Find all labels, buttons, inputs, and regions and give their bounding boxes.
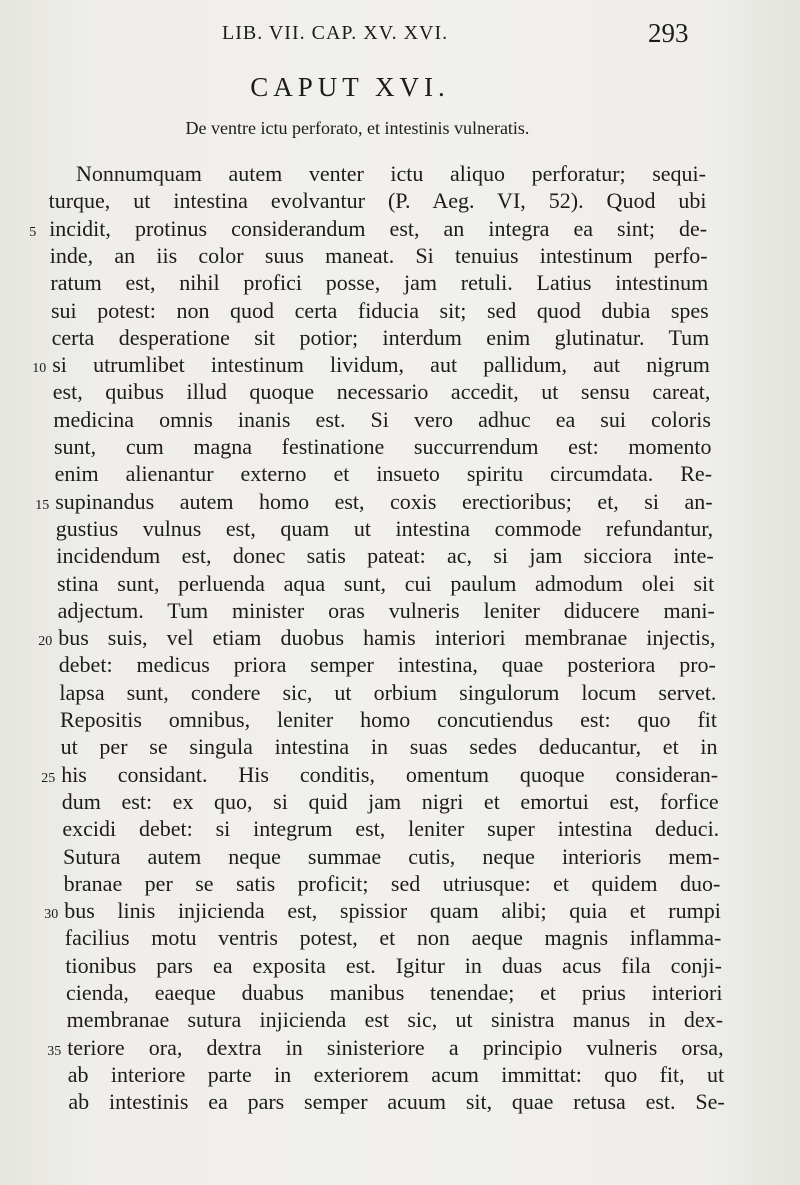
text-line: [0, 297, 800, 324]
line-text: ab intestinis ea pars semper acuum sit, quae retusa est. Se-: [68, 1089, 725, 1115]
text-line: [0, 952, 800, 979]
line-text: Sutura autem neque summae cutis, neque interioris mem-: [63, 843, 720, 869]
text-line: [0, 570, 800, 597]
running-head: [0, 18, 800, 50]
line-text: est, quibus illud quoque necessario accedit, ut sensu careat,: [52, 379, 711, 405]
text-line: [0, 815, 800, 842]
line-text: membranae sutura injicienda est sic, ut sinistra manus in dex-: [66, 1007, 724, 1033]
text-line: [0, 1061, 800, 1088]
text-line: [0, 897, 800, 924]
running-head-title: LIB. VII. CAP. XV. XVI.: [222, 22, 449, 44]
line-text: stina sunt, perluenda aqua sunt, cui paulum admodum olei sit: [57, 570, 715, 596]
line-text: tionibus pars ea exposita est. Igitur in duas acus fila conji-: [65, 952, 722, 978]
text-line: [0, 843, 800, 870]
text-line: [0, 215, 800, 242]
text-line: [0, 160, 800, 187]
line-text: adjectum. Tum minister oras vulneris leniter diducere mani-: [57, 597, 715, 623]
text-line: [0, 324, 800, 351]
line-text: gustius vulnus est, quam ut intestina commode refundantur,: [55, 515, 714, 541]
line-text: sunt, cum magna festinatione succurrendum est: momento: [54, 434, 712, 459]
line-number: 35: [47, 1043, 62, 1059]
line-number: 20: [38, 634, 53, 650]
text-line: [0, 761, 800, 788]
text-line: [0, 460, 800, 487]
text-line: [0, 1088, 800, 1115]
line-text: certa desperatione sit potior; interdum enim glutinatur. Tum: [51, 324, 710, 350]
line-text: facilius motu ventris potest, et non aeque magnis inflamma-: [64, 925, 722, 951]
page-number: 293: [648, 18, 689, 48]
line-text: teriore ora, dextra in sinisteriore a principio vulneris orsa,: [67, 1034, 724, 1060]
line-text: supinandus autem homo est, coxis erectioribus; et, si an-: [55, 488, 713, 514]
text-line: [0, 870, 800, 897]
line-text: bus linis injicienda est, spissior quam alibi; quia et rumpi: [64, 898, 721, 924]
line-text: cienda, eaeque duabus manibus tenendae; et prius interiori: [66, 980, 723, 1005]
text-line: [0, 378, 800, 405]
line-text: Nonnumquam autem venter ictu aliquo perforatur; sequi-: [76, 161, 706, 186]
text-line: [0, 924, 800, 951]
text-line: [0, 706, 800, 733]
text-line: [0, 488, 800, 515]
text-line: [0, 242, 800, 269]
chapter-title: CAPUT XVI.: [250, 72, 450, 102]
text-line: [0, 542, 800, 569]
line-number: 15: [35, 497, 50, 513]
text-line: [0, 597, 800, 624]
line-text: debet: medicus priora semper intestina, quae posteriora pro-: [58, 652, 716, 678]
line-number: 10: [32, 361, 47, 377]
line-number: 25: [41, 770, 56, 786]
line-text: medicina omnis inanis est. Si vero adhuc ea sui coloris: [53, 406, 711, 432]
text-line: [0, 651, 800, 678]
line-text: excidi debet: si integrum est, leniter super intestina deduci.: [62, 816, 720, 842]
line-text: Repositis omnibus, leniter homo concutiendus est: quo fit: [60, 707, 717, 732]
line-text: si utrumlibet intestinum lividum, aut pallidum, aut nigrum: [52, 352, 710, 378]
line-text: turque, ut intestina evolvantur (P. Aeg. VI, 52). Quod ubi: [48, 188, 707, 214]
chapter-subtitle: De ventre ictu perforato, et intestinis vulneratis.: [185, 118, 530, 138]
line-text: bus suis, vel etiam duobus hamis interiori membranae injectis,: [58, 625, 716, 651]
text-line: [0, 433, 800, 460]
line-number: 30: [44, 907, 59, 923]
line-text: lapsa sunt, condere sic, ut orbium singulorum locum servet.: [59, 679, 717, 705]
text-line: [0, 1006, 800, 1033]
line-text: branae per se satis proficit; sed utriusque: et quidem duo-: [63, 870, 721, 896]
line-text: dum est: ex quo, si quid jam nigri et emortui est, forfice: [61, 788, 719, 814]
line-text: ratum est, nihil profici posse, jam retuli. Latius intestinum: [50, 270, 709, 296]
line-text: ut per se singula intestina in suas sedes deducantur, et in: [60, 734, 718, 760]
text-line: [0, 733, 800, 760]
line-text: inde, an iis color suus maneat. Si tenuius intestinum perfo-: [49, 242, 708, 268]
text-line: [0, 269, 800, 296]
line-text: his considant. His conditis, omentum quoque consideran-: [61, 761, 719, 787]
text-line: [0, 679, 800, 706]
text-line: [0, 515, 800, 542]
text-line: [0, 1034, 800, 1061]
line-text: incidendum est, donec satis pateat: ac, si jam sicciora inte-: [56, 543, 714, 569]
line-text: ab interiore parte in exteriorem acum immittat: quo fit, ut: [67, 1061, 725, 1087]
text-line: [0, 351, 800, 378]
text-line: [0, 788, 800, 815]
text-line: [0, 979, 800, 1006]
line-text: enim alienantur externo et insueto spiritu circumdata. Re-: [54, 461, 713, 487]
line-text: incidit, protinus considerandum est, an integra ea sint; de-: [49, 215, 708, 241]
line-text: sui potest: non quod certa fiducia sit; sed quod dubia spes: [51, 297, 709, 323]
text-line: [0, 624, 800, 651]
text-line: [0, 406, 800, 433]
line-number: 5: [29, 224, 37, 240]
text-line: [0, 187, 800, 214]
